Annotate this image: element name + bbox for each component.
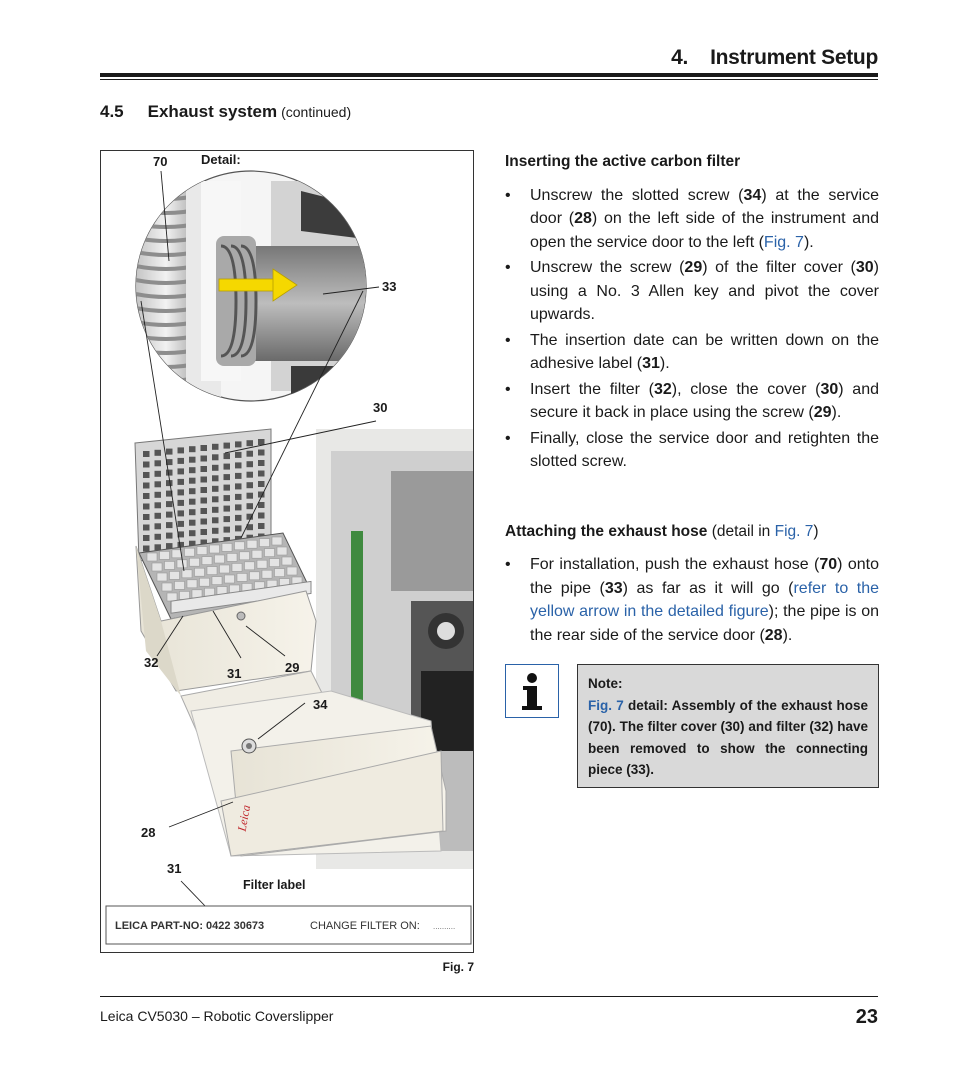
cover-hole [201, 487, 208, 493]
cover-hole [166, 501, 173, 507]
filter-cell [195, 568, 205, 576]
cover-hole [189, 499, 196, 505]
header-rule-thin [100, 79, 878, 80]
cover-hole [258, 439, 265, 445]
figure-illustration [101, 151, 474, 953]
cover-hole [247, 482, 254, 488]
cover-hole [178, 510, 185, 516]
cover-hole [258, 502, 265, 508]
cover-hole [189, 509, 196, 515]
cover-hole [155, 534, 162, 540]
cover-hole [143, 483, 150, 489]
filter-cell [185, 548, 195, 556]
cover-hole [189, 530, 196, 536]
filter-cell [202, 557, 212, 565]
hose-ring [131, 391, 201, 395]
cover-hole [143, 504, 150, 510]
cover-hole [235, 441, 242, 447]
filter-cell [260, 539, 270, 547]
filter-cell [265, 549, 275, 557]
list-item: • The insertion date can be written down on the adhesive label (31). [505, 329, 879, 376]
cover-hole [166, 512, 173, 518]
filter-cell [235, 542, 245, 550]
page-number: 23 [855, 1006, 878, 1028]
info-icon [505, 664, 559, 718]
cover-hole [212, 486, 219, 492]
cover-hole [166, 449, 173, 455]
filter-cell [175, 581, 185, 589]
cover-hole [247, 461, 254, 467]
cover-hole [189, 446, 196, 452]
cover-hole [201, 466, 208, 472]
cover-hole [258, 481, 265, 487]
cover-hole [224, 506, 231, 512]
cover-hole [258, 471, 265, 477]
cover-hole [155, 502, 162, 508]
filter-cell [170, 571, 180, 579]
cover-hole [247, 514, 254, 520]
cover-hole [155, 513, 162, 519]
instructions-column [505, 150, 879, 649]
filter-cell [190, 558, 200, 566]
cover-hole [247, 493, 254, 499]
filter-cell [282, 557, 292, 565]
cover-hole [143, 451, 150, 457]
cover-hole [201, 508, 208, 514]
filter-cell [165, 561, 175, 569]
filter-cell [182, 570, 192, 578]
cover-hole [143, 462, 150, 468]
callout-33: 33 [382, 279, 397, 294]
figure-7 [100, 150, 474, 953]
cover-hole [247, 440, 254, 446]
filter-cell [197, 547, 207, 555]
filter-cell [287, 567, 297, 575]
cover-hole [235, 473, 242, 479]
cover-hole [224, 474, 231, 480]
cover-hole [155, 481, 162, 487]
cover-hole [247, 503, 254, 509]
list-item: • Insert the filter (32), close the cover (30) and secure it back in place using the screw (29). [505, 378, 879, 425]
cover-hole [155, 460, 162, 466]
cover-hole [166, 522, 173, 528]
label-change-filter: CHANGE FILTER ON: [310, 920, 420, 932]
cover-hole [143, 472, 150, 478]
cover-hole [189, 478, 196, 484]
cover-hole [212, 454, 219, 460]
cover-hole [235, 483, 242, 489]
cover-hole [189, 488, 196, 494]
callout-detail: Detail: [201, 152, 241, 167]
cover-hole [189, 520, 196, 526]
cover-hole [155, 450, 162, 456]
filter-cell [257, 560, 267, 568]
cover-hole [201, 529, 208, 535]
section-continued: (continued) [281, 104, 352, 120]
footer-product: Leica CV5030 – Robotic Coverslipper [100, 1008, 334, 1024]
cover-hole [212, 465, 219, 471]
cover-hole [235, 504, 242, 510]
cover-hole [178, 489, 185, 495]
cover-hole [212, 528, 219, 534]
filter-cell [222, 543, 232, 551]
filter-cell [210, 545, 220, 553]
cover-hole [235, 462, 242, 468]
cover-hole [258, 513, 265, 519]
cover-hole [201, 445, 208, 451]
list-item: • For installation, push the exhaust hose (70) onto the pipe (33) as far as it will go (refer to the yellow arrow in the detailed figure); the pipe is on the rear side of the service door (28). [505, 553, 879, 647]
cover-hole [155, 471, 162, 477]
cover-hole [224, 443, 231, 449]
cover-hole [178, 521, 185, 527]
filter-cell [245, 562, 255, 570]
figure-caption: Fig. 7 [442, 960, 474, 974]
cover-hole [189, 467, 196, 473]
subheading-attaching: Attaching the exhaust hose (detail in Fig. 7) [505, 522, 819, 540]
filter-cell [157, 573, 167, 581]
cover-hole [178, 468, 185, 474]
filter-cell [152, 563, 162, 571]
cover-hole [189, 457, 196, 463]
cover-hole [224, 485, 231, 491]
filter-cell [225, 575, 235, 583]
callout-70: 70 [153, 154, 168, 169]
list-item: • Unscrew the screw (29) of the filter cover (30) using a No. 3 Allen key and pivot the cover upwards. [505, 256, 879, 327]
cover-hole [235, 452, 242, 458]
filter-cell [252, 550, 262, 558]
cover-hole [224, 527, 231, 533]
cover-hole [143, 535, 150, 541]
cover-hole [155, 523, 162, 529]
filter-cell [240, 552, 250, 560]
filter-cell [167, 593, 177, 601]
filter-cell [215, 555, 225, 563]
section-title: Exhaust system [147, 102, 278, 121]
filter-cell [220, 565, 230, 573]
subheading-inserting: Inserting the active carbon filter [505, 153, 741, 170]
cover-hole [247, 451, 254, 457]
filter-cell [275, 569, 285, 577]
link-fig7[interactable]: Fig. 7 [588, 697, 624, 713]
footer-rule [100, 996, 878, 997]
cover-hole [258, 523, 265, 529]
filter-cell [212, 577, 222, 585]
callout-filter-label: Filter label [243, 878, 306, 892]
cover-hole [212, 444, 219, 450]
cover-hole [166, 533, 173, 539]
filter-cell [272, 537, 282, 545]
cover-hole [143, 493, 150, 499]
cover-hole [178, 458, 185, 464]
label-dots: .......... [433, 922, 456, 931]
cover-hole [201, 519, 208, 525]
filter-cell [227, 553, 237, 561]
hose-ring [131, 181, 201, 185]
filter-cell [232, 563, 242, 571]
cover-hole [235, 494, 242, 500]
cover-hole [258, 450, 265, 456]
filter-cell [250, 572, 260, 580]
list-item: • Finally, close the service door and retighten the slotted screw. [505, 427, 879, 474]
callout-32: 32 [144, 655, 159, 670]
inserting-steps [505, 184, 879, 474]
cover-hole [178, 447, 185, 453]
header-rule-thick [100, 73, 878, 77]
link-fig7[interactable]: Fig. 7 [774, 522, 814, 540]
cover-hole [212, 517, 219, 523]
cover-hole [201, 477, 208, 483]
filter-cell [162, 583, 172, 591]
note-box [577, 664, 879, 788]
cover-hole [143, 546, 150, 552]
filter-cell [180, 591, 190, 599]
section-heading [100, 102, 351, 122]
cover-hole [201, 456, 208, 462]
cover-hole [212, 475, 219, 481]
cover-hole [155, 544, 162, 550]
filter-cell [147, 553, 157, 561]
filter-cell [270, 559, 280, 567]
callout-29: 29 [285, 660, 300, 675]
list-item: • Unscrew the slotted screw (34) at the service door (28) on the left side of the instrument and open the service door to the left (Fig. 7). [505, 184, 879, 255]
filter-cell [237, 573, 247, 581]
note-body: Fig. 7 detail: Assembly of the exhaust hose (70). The filter cover (30) and filter (32) have been removed to show the connecting piece (33). [588, 697, 868, 777]
filter-cell [277, 547, 287, 555]
section-number: 4.5 [100, 102, 124, 121]
filter-cell [207, 567, 217, 575]
link-yellow-arrow[interactable]: refer to the yellow arrow in the detailed figure [530, 579, 879, 620]
callout-34: 34 [313, 697, 328, 712]
cover-hole [224, 495, 231, 501]
cover-hole [224, 516, 231, 522]
filter-cell [160, 551, 170, 559]
label-part-no: LEICA PART-NO: 0422 30673 [115, 920, 265, 932]
filter-cell [262, 570, 272, 578]
filter-cell [200, 578, 210, 586]
attaching-steps [505, 553, 879, 647]
cover-hole [212, 507, 219, 513]
cover-hole [235, 525, 242, 531]
callout-28: 28 [141, 825, 156, 840]
cover-hole [201, 498, 208, 504]
link-fig7[interactable]: Fig. 7 [763, 233, 804, 251]
callout-31-lower: 31 [167, 861, 182, 876]
cover-hole [143, 525, 150, 531]
filter-cell [247, 540, 257, 548]
leica-logo: Leica [234, 803, 254, 833]
cover-hole [212, 496, 219, 502]
cover-hole [224, 464, 231, 470]
note-title: Note: [588, 676, 623, 691]
filter-cell [187, 580, 197, 588]
cover-hole [155, 492, 162, 498]
chapter-title: 4. Instrument Setup [671, 46, 878, 69]
filter-label-strip [106, 906, 471, 944]
cover-hole [258, 460, 265, 466]
callout-31-upper: 31 [227, 666, 242, 681]
cover-hole [166, 470, 173, 476]
cover-hole [178, 479, 185, 485]
cover-hole [235, 515, 242, 521]
callout-30: 30 [373, 400, 388, 415]
cover-hole [178, 500, 185, 506]
cover-hole [224, 453, 231, 459]
cover-hole [143, 514, 150, 520]
cover-hole [247, 472, 254, 478]
